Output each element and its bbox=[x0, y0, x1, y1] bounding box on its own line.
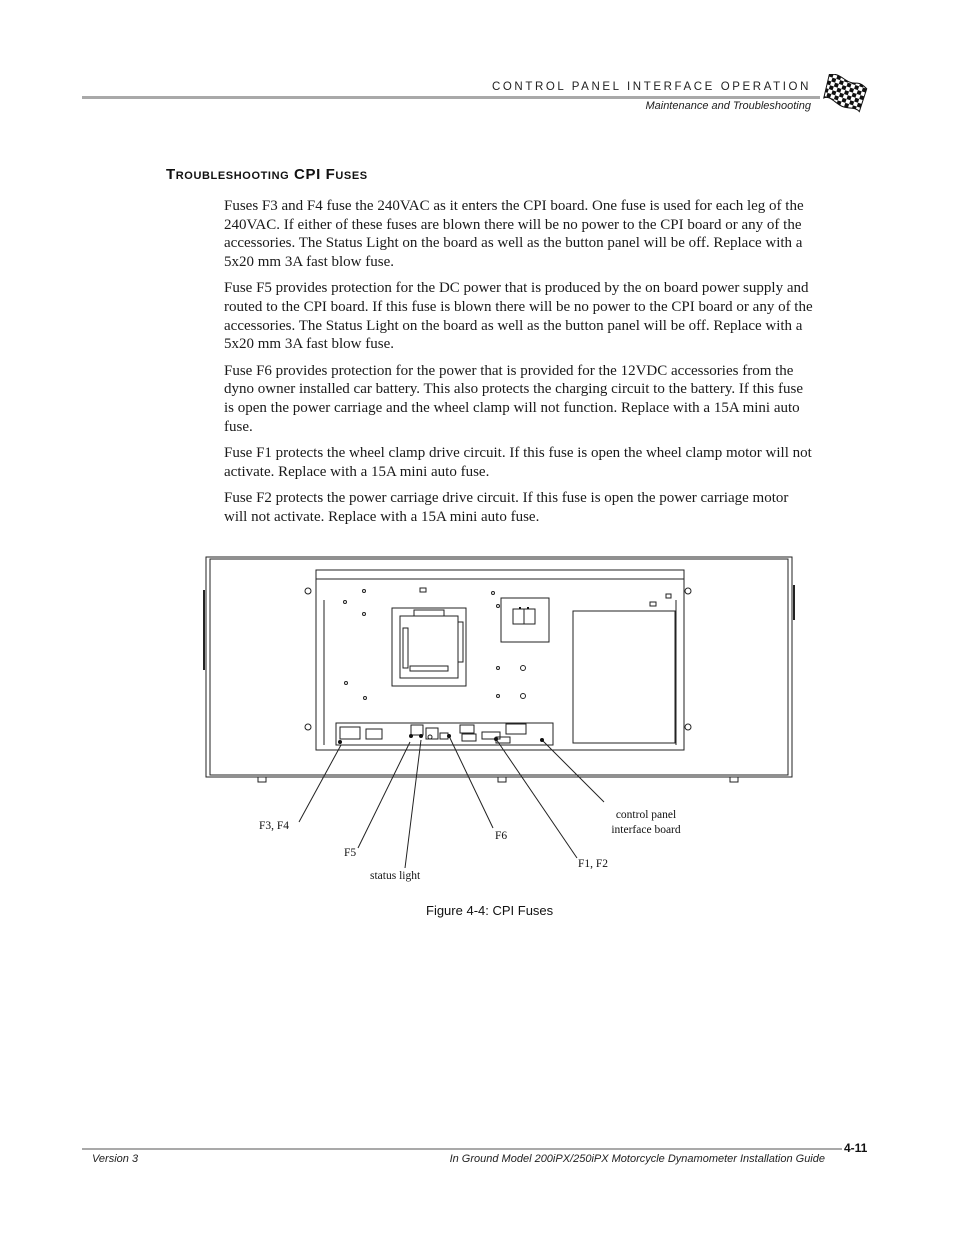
callout-f6: F6 bbox=[495, 830, 508, 842]
footer-document-title: In Ground Model 200iPX/250iPX Motorcycle Dynamometer Installation Guide bbox=[449, 1153, 825, 1165]
paragraph-fuse-f2: Fuse F2 protects the power carriage drive circuit. If this fuse is open the power carriage motor will not activate. Replace with a 15A mini auto fuse. bbox=[224, 490, 789, 525]
body-text bbox=[224, 197, 814, 535]
mounting-screws bbox=[305, 588, 691, 730]
paragraph-fuse-f1: Fuse F1 protects the wheel clamp drive circuit. If this fuse is open the wheel clamp motor will not activate. Replace with a 15A mini auto fuse. bbox=[224, 445, 812, 480]
callout-cpi-board: control panel interface board bbox=[611, 809, 681, 836]
figure-caption: Figure 4-4: CPI Fuses bbox=[426, 903, 554, 918]
paragraph-fuse-f6: Fuse F6 provides protection for the power that is provided for the 12VDC accessories from the dyno owner installed car battery. This also protects the charging circuit to the battery. If this fuse is open the power carriage and the wheel clamp will not function. Replace with a 15A mini auto fuse. bbox=[224, 362, 803, 435]
checkered-flag-icon bbox=[820, 74, 868, 116]
running-header-title: CONTROL PANEL INTERFACE OPERATION bbox=[491, 81, 811, 93]
page-number: 4-11 bbox=[844, 1141, 868, 1155]
power-supply bbox=[573, 611, 675, 743]
callout-status-light: status light bbox=[370, 870, 421, 882]
callout-f5: F5 bbox=[344, 847, 357, 859]
callout-f3-f4: F3, F4 bbox=[259, 820, 290, 832]
running-header-subtitle: Maintenance and Troubleshooting bbox=[645, 100, 811, 112]
header-rule bbox=[82, 96, 820, 99]
footer-rule bbox=[82, 1148, 842, 1150]
paragraph-fuse-f5: Fuse F5 provides protection for the DC power that is produced by the on board power supply and routed to the CPI board. If this fuse is blown there will be no power to the CPI board or any of the accessories. The Status Light on the board as well as the button panel will be off. Replace with a 5x20 mm 3A fast blow fuse. bbox=[224, 280, 813, 353]
switch-module bbox=[501, 598, 549, 642]
footer-version: Version 3 bbox=[92, 1153, 139, 1165]
callout-f1-f2: F1, F2 bbox=[578, 858, 609, 870]
section-title: Troubleshooting CPI Fuses bbox=[166, 166, 368, 183]
paragraph-fuses-f3-f4: Fuses F3 and F4 fuse the 240VAC as it enters the CPI board. One fuse is used for each leg of the 240VAC. If either of these fuses are blown there will be no power to the CPI board or any of the accessories. The Status Light on the board as well as the button panel will be off. Replace with a 5x20 mm 3A fast blow fuse. bbox=[224, 198, 804, 270]
